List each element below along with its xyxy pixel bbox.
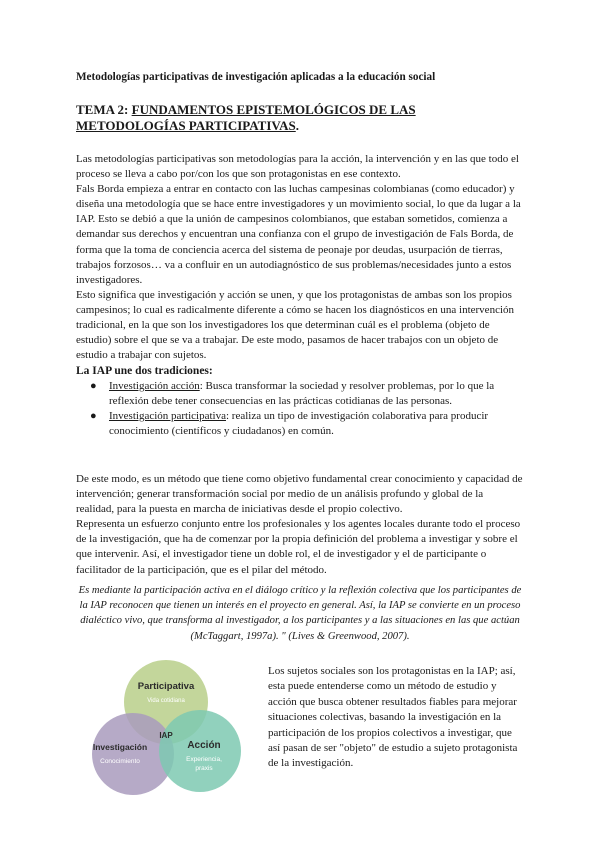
- section-title-prefix: TEMA 2:: [76, 102, 129, 117]
- intro-paragraph: Fals Borda empieza a entrar en contacto con las luchas campesinas colombianas (como educador) y diseña una metodología que se hace entre investigadores y un movimiento social, lo que da lugar a la IAP. Esto se debió a que la unión de campesinos colombianos, que estaban sometidos, comienza a demandar sus derechos y encuentran una confianza con el grupo de investigación de Fals Borda, de forma que la toma de conciencia acerca del sistema de peonaje por deudas, usurpación de tierras, trabajos forzosos… va a confluir en un autodiagnóstico de sus problemas/necesidades junto a estos investigadores.: [76, 183, 521, 286]
- list-item: [76, 379, 524, 409]
- accion-label: Acción: [187, 740, 221, 751]
- tradition-text: : realiza un tipo de investigación colaborativa para producir conocimiento (científicos y ciudadanos) en común.: [109, 410, 489, 438]
- section-title: [76, 102, 526, 134]
- method-paragraph: De este modo, es un método que tiene como objetivo fundamental crear conocimiento y capacidad de intervención; generar transformación social por medio de un análisis profundo y global de la realidad, para la puesta en marcha de iniciativas desde el propio colectivo.: [76, 473, 523, 516]
- list-item: [76, 409, 524, 439]
- venn-svg: [86, 654, 244, 798]
- tradition-term: Investigación participativa: [109, 410, 226, 423]
- accion-sub-1: Experiencia,: [186, 756, 222, 763]
- bullet-icon: ●: [90, 410, 97, 423]
- participativa-label: Participativa: [137, 681, 195, 692]
- iap-venn-diagram: [86, 654, 244, 798]
- section-title-suffix: .: [295, 118, 299, 133]
- intro-paragraph: Las metodologías participativas son metodologías para la acción, la intervención y en las que todo el proceso se lleva a cabo por/con los que son protagonistas en ese contexto.: [76, 153, 519, 181]
- investigacion-label: Investigación: [92, 742, 148, 752]
- traditions-list: [76, 379, 524, 439]
- quote-block: Es mediante la participación activa en el diálogo crítico y la reflexión colectiva que los participantes de la IAP reconocen que tienen un interés en el proyecto en general. Así, la IAP se convierte en un proceso dialéctico vivo, que transforma al investigador, a los participantes y a las situaciones en las que actúan (McTaggart, 1997a). " (Lives & Greenwood, 2007).: [78, 585, 522, 642]
- tradition-term: Investigación acción: [109, 380, 200, 392]
- section-title-text: FUNDAMENTOS EPISTEMOLÓGICOS DE LAS METODOLOGÍAS PARTICIPATIVAS: [76, 102, 416, 133]
- method-paragraph: Representa un esfuerzo conjunto entre los profesionales y los agentes locales durante todo el proceso de la investigación, que ha de comenzar por la propia definición del problema a investigar y sobre el que intervenir. Así, el investigador tiene un doble rol, el de investigador y el de participante o facilitador de la participación, que es el pilar del método.: [76, 518, 521, 576]
- intro-paragraph: Esto significa que investigación y acción se unen, y que los protagonistas de ambas son los propios campesinos; lo cual es radicalmente diferente a cómo se hacen los diagnósticos en una intervención tradicional, en la que son los investigadores los que determinan cuál es el problema (objeto de estudio) sobre el que se va a trabajar. De este modo, pasamos de hacer trabajos con un objeto de estudio a trabajar con sujetos.: [76, 288, 515, 362]
- tradition-text: : Busca transformar la sociedad y resolver problemas, por lo que la reflexión debe tener consecuencias en las prácticas cotidianas de las personas.: [109, 380, 495, 408]
- intro-block: [76, 152, 524, 363]
- side-paragraph: Los sujetos sociales son los protagonistas en la IAP; así, esta puede entenderse como un método de estudio y acción que busca obtener resultados fiables para mejorar situaciones colectivas, basando la investigación en la participación de los propios colectivos a investigar, que así pasan de ser "objeto" de estudio a sujeto protagonista de la investigación.: [268, 665, 518, 770]
- participativa-sub: Vida cotidiana: [147, 698, 185, 704]
- venn-circle-accion: [159, 710, 241, 792]
- iap-center-label: IAP: [159, 731, 173, 740]
- accion-sub-2: praxis: [195, 765, 213, 772]
- iap-heading: La IAP une dos tradiciones:: [76, 365, 213, 377]
- investigacion-sub: Conocimiento: [100, 758, 140, 765]
- bullet-icon: ●: [90, 380, 97, 392]
- document-header-title: Metodologías participativas de investigación aplicadas a la educación social: [76, 71, 436, 83]
- method-block: [76, 472, 524, 578]
